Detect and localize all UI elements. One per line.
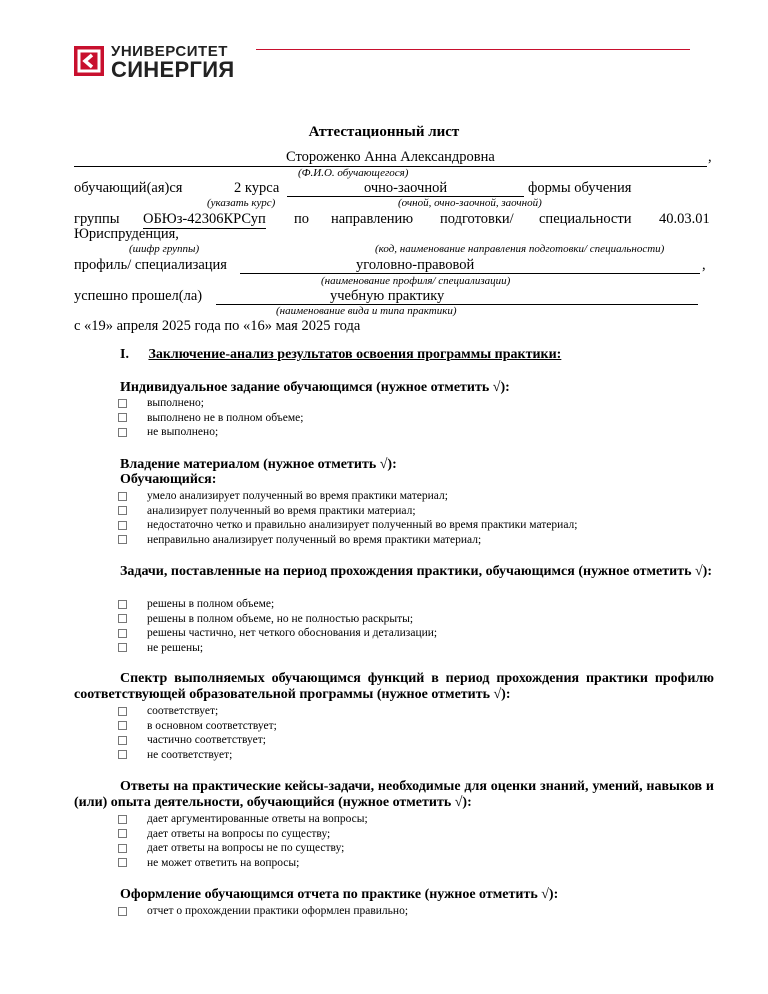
checkbox-option[interactable] [118, 827, 368, 842]
profile-prefix: профиль/ специализация [74, 257, 227, 273]
option-label: в основном соответствует; [147, 719, 277, 732]
checkbox-option[interactable] [118, 425, 303, 440]
checkbox-option[interactable] [118, 904, 408, 919]
practice-hint: (наименование вида и типа практики) [276, 305, 457, 317]
option-label: умело анализирует полученный во время практики материал; [147, 490, 448, 502]
checkbox-icon[interactable] [118, 413, 127, 422]
option-label: выполнено не в полном объеме; [147, 411, 304, 424]
group-word-1: по [294, 211, 310, 227]
option-label: недостаточно четко и правильно анализирует полученный во время практики материал; [147, 519, 578, 531]
logo-line-2: СИНЕРГИЯ [111, 57, 235, 82]
checkbox-option[interactable] [118, 748, 277, 763]
option-label: дает ответы на вопросы по существу; [147, 827, 331, 840]
profile-value: уголовно-правовой [356, 257, 475, 273]
block-functions-options [118, 704, 277, 762]
checkbox-icon[interactable] [118, 721, 127, 730]
option-label: частично соответствует; [147, 734, 266, 746]
practice-underline [216, 288, 698, 305]
block-material-options [118, 489, 577, 547]
profile-line [74, 257, 714, 275]
option-label: решены частично, нет четкого обоснования и детализации; [147, 627, 438, 639]
checkbox-option[interactable] [118, 626, 437, 641]
checkbox-option[interactable] [118, 641, 437, 656]
option-label: выполнено; [147, 397, 205, 409]
study-form-value: очно-заочной [364, 180, 448, 196]
option-label: не может ответить на вопросы; [147, 856, 300, 869]
course-hint: (указать курс) [207, 197, 276, 209]
course-suffix: формы обучения [528, 180, 632, 196]
checkbox-icon[interactable] [118, 428, 127, 437]
checkbox-option[interactable] [118, 719, 277, 734]
checkbox-icon[interactable] [118, 815, 127, 824]
checkbox-option[interactable] [118, 518, 577, 533]
checkbox-option[interactable] [118, 612, 437, 627]
block-individual-task-heading: Индивидуальное задание обучающимся (нужное отметить √): [120, 380, 510, 395]
university-logo [74, 44, 244, 84]
checkbox-icon[interactable] [118, 535, 127, 544]
option-label: соответствует; [147, 705, 219, 717]
checkbox-option[interactable] [118, 856, 368, 871]
option-label: не соответствует; [147, 748, 233, 761]
direction-line: Юриспруденция, [74, 226, 179, 242]
section-title: Заключение-анализ результатов освоения программы практики: [148, 347, 562, 362]
option-label: анализирует полученный во время практики материал; [147, 504, 416, 517]
checkbox-icon[interactable] [118, 858, 127, 867]
checkbox-icon[interactable] [118, 907, 127, 916]
practice-prefix: успешно прошел(ла) [74, 288, 203, 304]
practice-period: с «19» апреля 2025 года по «16» мая 2025 года [74, 318, 361, 334]
option-label: решены в полном объеме; [147, 598, 275, 610]
checkbox-icon[interactable] [118, 506, 127, 515]
checkbox-icon[interactable] [118, 736, 127, 745]
checkbox-icon[interactable] [118, 643, 127, 652]
group-hint: (шифр группы) [129, 243, 200, 255]
checkbox-option[interactable] [118, 812, 368, 827]
block-report-heading: Оформление обучающимся отчета по практике (нужное отметить √): [120, 887, 559, 902]
study-form-hint: (очной, очно-заочной, заочной) [398, 197, 542, 209]
checkbox-icon[interactable] [118, 707, 127, 716]
logo-line-1: УНИВЕРСИТЕТ [111, 43, 228, 60]
checkbox-icon[interactable] [118, 844, 127, 853]
practice-line [74, 288, 714, 306]
header-divider [256, 49, 690, 50]
profile-hint: (наименование профиля/ специализации) [321, 275, 511, 287]
student-name-line [74, 149, 714, 167]
checkbox-icon[interactable] [118, 750, 127, 759]
course-prefix: обучающий(ая)ся [74, 180, 183, 196]
checkbox-option[interactable] [118, 533, 577, 548]
group-word-2: направлению [331, 211, 414, 227]
checkbox-option[interactable] [118, 597, 437, 612]
option-label: неправильно анализирует полученный во время практики материал; [147, 533, 482, 546]
option-label: не выполнено; [147, 426, 219, 438]
practice-value: учебную практику [330, 288, 445, 304]
block-cases-heading: Ответы на практические кейсы-задачи, необходимые для оценки знаний, умений, навыков и (или) опыта деятельности, обучающийся (нужное отметить √): [74, 779, 714, 810]
option-label: дает аргументированные ответы на вопросы; [147, 813, 368, 825]
option-label: дает ответы на вопросы не по существу; [147, 842, 345, 854]
checkbox-icon[interactable] [118, 829, 127, 838]
group-prefix: группы [74, 211, 120, 227]
block-report-options [118, 904, 408, 919]
checkbox-icon[interactable] [118, 492, 127, 501]
block-material-subheading: Обучающийся: [120, 472, 217, 487]
section-heading [120, 347, 561, 363]
block-functions-heading: Спектр выполняемых обучающимся функций в период прохождения практики профилю соответствующей образовательной программы (нужное отметить √): [74, 671, 714, 702]
checkbox-option[interactable] [118, 411, 303, 426]
course-label: 2 курса [234, 180, 280, 196]
document-title: Аттестационный лист [308, 124, 460, 140]
block-cases-options [118, 812, 368, 870]
checkbox-icon[interactable] [118, 614, 127, 623]
option-label: решены в полном объеме, но не полностью раскрыты; [147, 612, 414, 625]
student-name-comma: , [708, 149, 712, 165]
student-name-hint: (Ф.И.О. обучающегося) [298, 167, 409, 179]
checkbox-option[interactable] [118, 504, 577, 519]
direction-hint: (код, наименование направления подготовки/ специальности) [375, 243, 665, 255]
course-line [74, 180, 714, 198]
checkbox-icon[interactable] [118, 521, 127, 530]
profile-comma: , [702, 257, 706, 273]
group-code: ОБЮз-42306КРСуп [143, 211, 266, 227]
checkbox-icon[interactable] [118, 629, 127, 638]
checkbox-option[interactable] [118, 841, 368, 856]
checkbox-option[interactable] [118, 733, 277, 748]
checkbox-icon[interactable] [118, 399, 127, 408]
checkbox-option[interactable] [118, 396, 303, 411]
checkbox-option[interactable] [118, 704, 277, 719]
block-individual-task-options [118, 396, 303, 440]
option-label: отчет о прохождении практики оформлен правильно; [147, 905, 409, 917]
block-tasks-heading: Задачи, поставленные на период прохождения практики, обучающимся (нужное отметить √): [120, 564, 712, 579]
section-number: I. [120, 347, 129, 362]
group-word-4: специальности [539, 211, 632, 227]
group-word-3: подготовки/ [440, 211, 514, 227]
option-label: не решены; [147, 641, 204, 654]
synergy-logo-icon [74, 46, 104, 76]
block-tasks-options [118, 597, 437, 655]
student-name: Стороженко Анна Александровна [286, 149, 495, 165]
block-material-heading: Владение материалом (нужное отметить √): [120, 457, 397, 472]
checkbox-icon[interactable] [118, 600, 127, 609]
checkbox-option[interactable] [118, 489, 577, 504]
group-word-5: 40.03.01 [659, 211, 710, 227]
